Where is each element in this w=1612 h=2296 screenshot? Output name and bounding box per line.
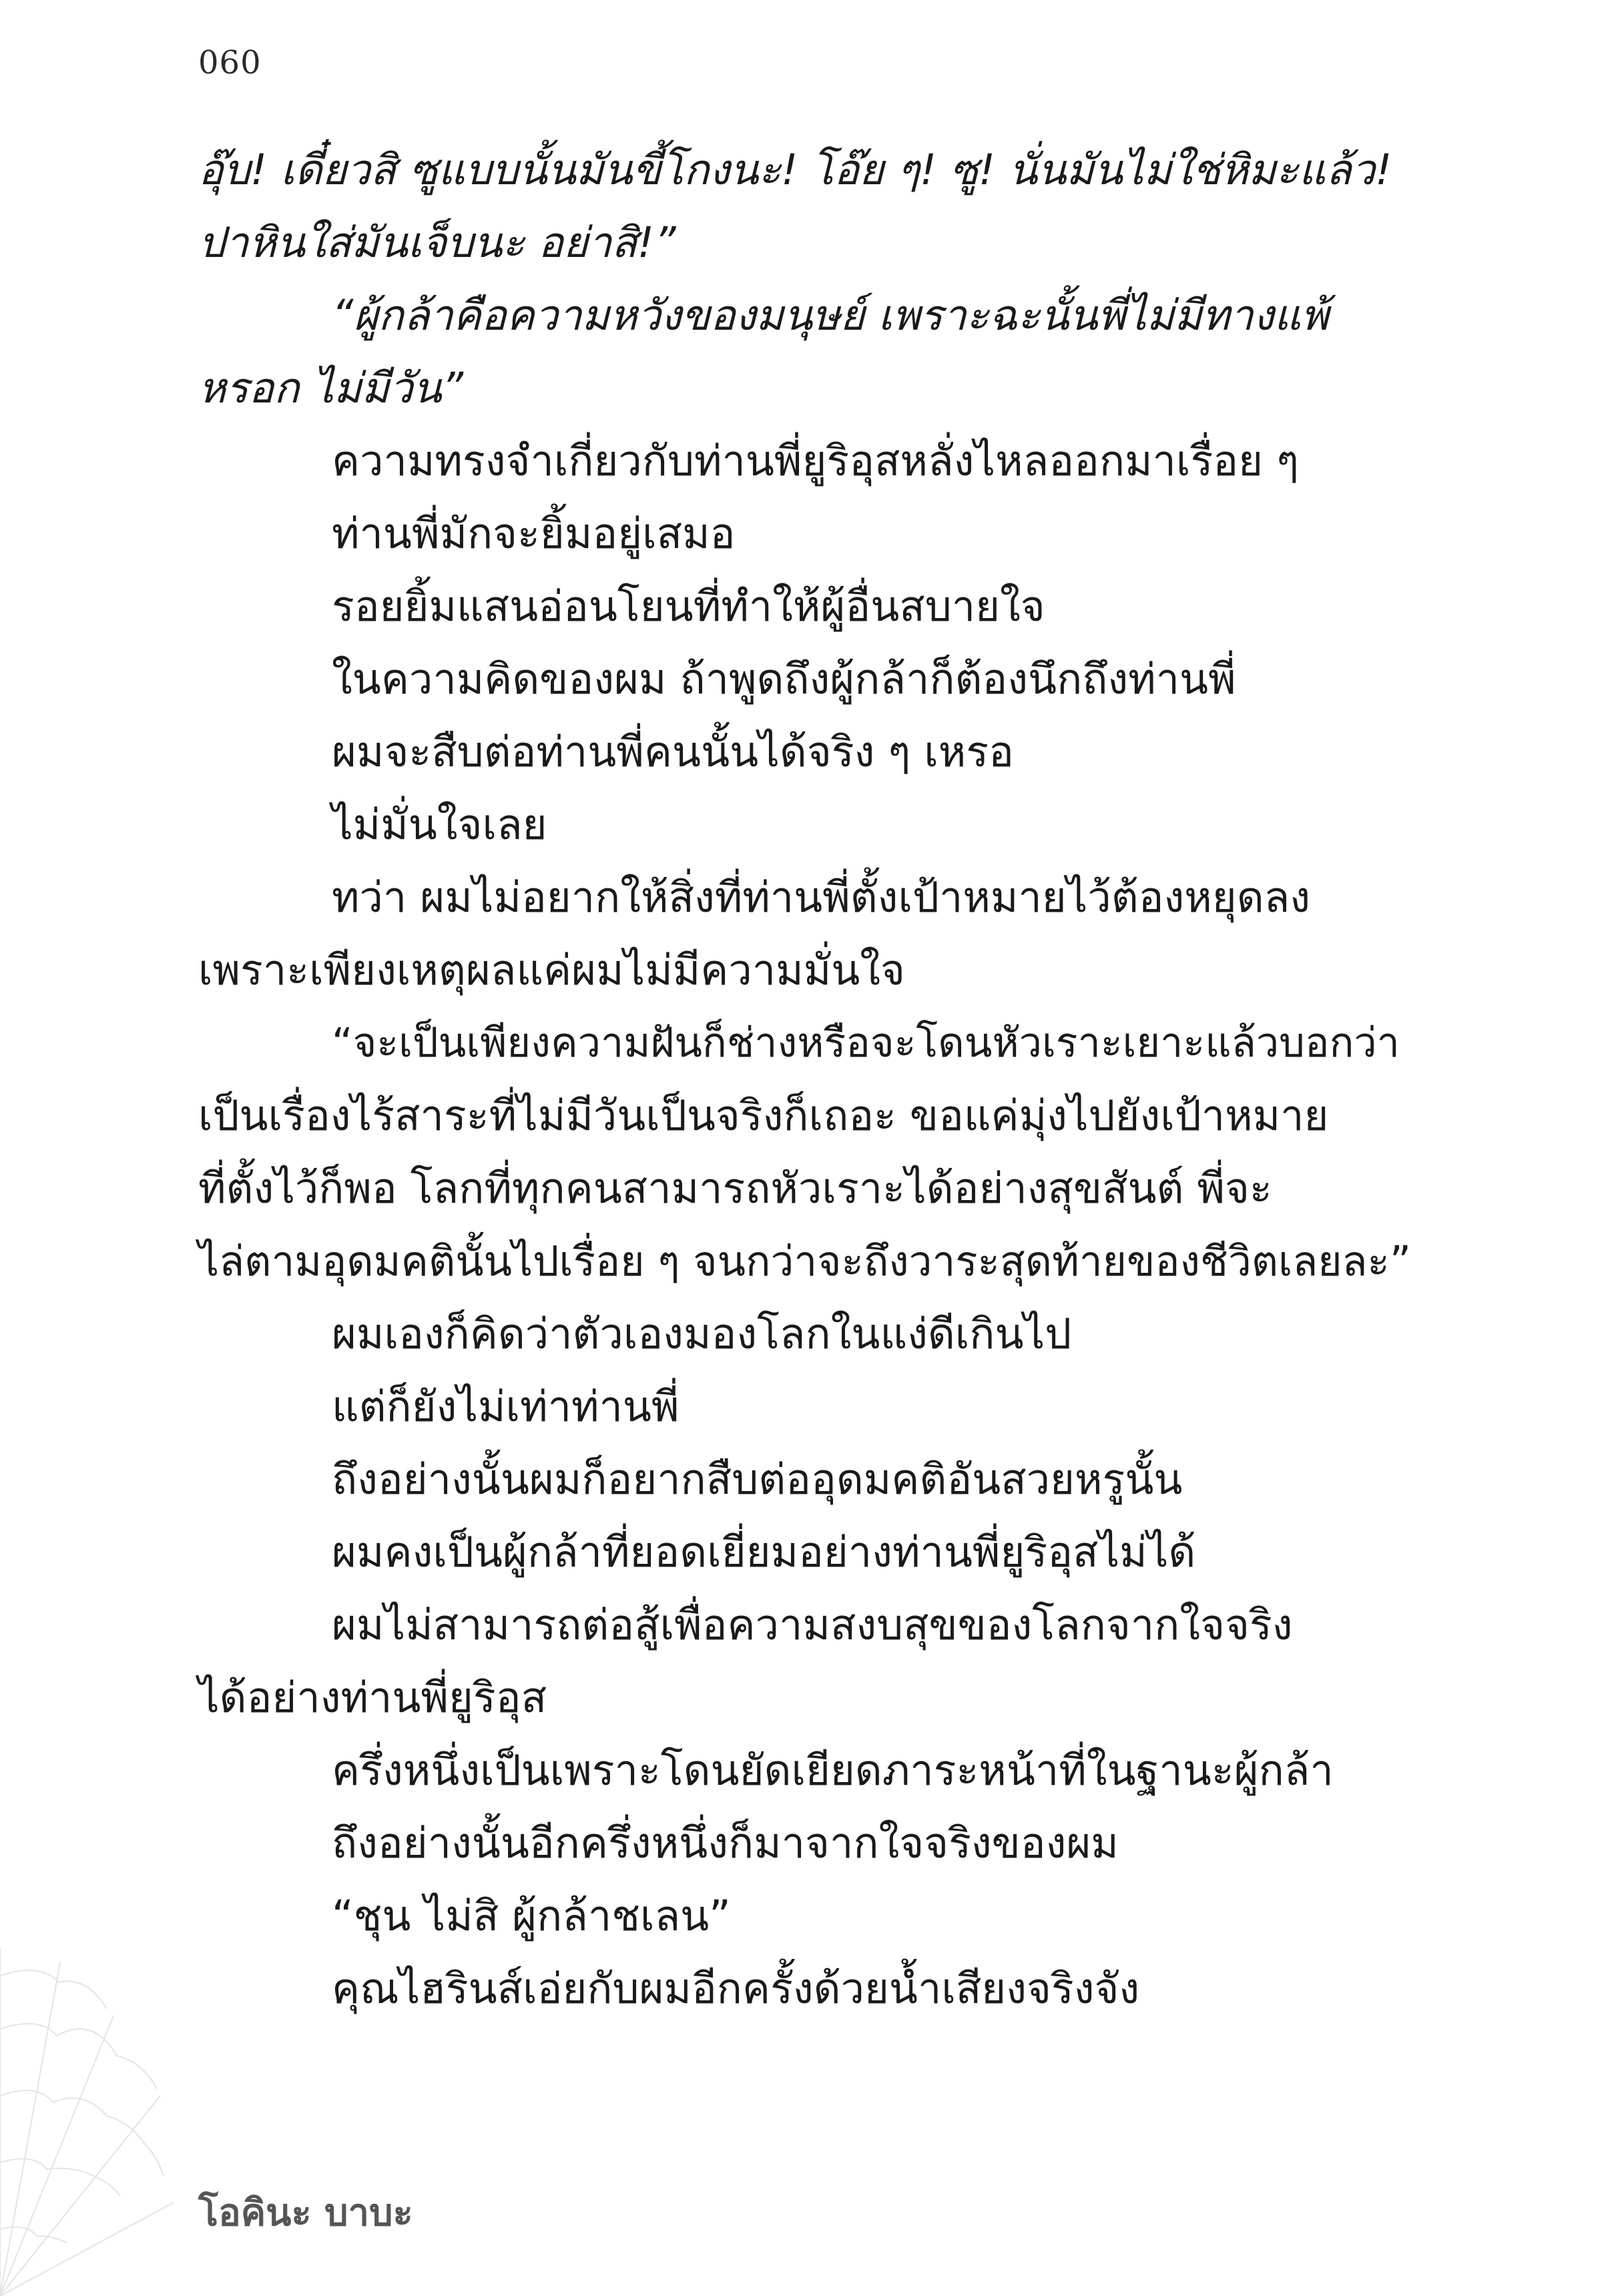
paragraph-line: ถึงอย่างนั้นอีกครึ่งหนึ่งก็มาจากใจจริงของผม: [332, 1819, 1119, 1868]
paragraph-line: รอยยิ้มแสนอ่อนโยนที่ทำให้ผู้อื่นสบายใจ: [332, 582, 1045, 631]
paragraph-line: เพราะเพียงเหตุผลแค่ผมไม่มีความมั่นใจ: [198, 946, 905, 994]
paragraph-line: “จะเป็นเพียงความฝันก็ช่างหรือจะโดนหัวเราะเยาะแล้วบอกว่า: [332, 1019, 1400, 1067]
paragraph-line: ผมเองก็คิดว่าตัวเองมองโลกในแง่ดีเกินไป: [332, 1310, 1072, 1358]
paragraph-line: ผมคงเป็นผู้กล้าที่ยอดเยี่ยมอย่างท่านพี่ยูริอุสไม่ได้: [332, 1528, 1196, 1576]
body-text: [198, 133, 1414, 2025]
paragraph-line: ที่ตั้งไว้ก็พอ โลกที่ทุกคนสามารถหัวเราะได้อย่างสุขสันต์ พี่จะ: [198, 1164, 1272, 1213]
paragraph-line: ปาหินใส่มันเจ็บนะ อย่าสิ!”: [198, 218, 676, 267]
paragraph-line: ทว่า ผมไม่อยากให้สิ่งที่ท่านพี่ตั้งเป้าหมายไว้ต้องหยุดลง: [332, 873, 1310, 922]
paragraph-line: เป็นเรื่องไร้สาระที่ไม่มีวันเป็นจริงก็เถอะ ขอแค่มุ่งไปยังเป้าหมาย: [198, 1091, 1329, 1140]
paragraph-line: ไม่มั่นใจเลย: [332, 800, 547, 849]
paragraph-line: หรอก ไม่มีวัน”: [198, 364, 464, 412]
paragraph-line: ผมไม่สามารถต่อสู้เพื่อความสงบสุขของโลกจากใจจริง: [332, 1601, 1293, 1649]
paragraph-line: “ผู้กล้าคือความหวังของมนุษย์ เพราะฉะนั้นพี่ไม่มีทางแพ้: [332, 291, 1329, 340]
paragraph-line: ผมจะสืบต่อท่านพี่คนนั้นได้จริง ๆ เหรอ: [332, 728, 1014, 776]
paragraph-line: “ชุน ไม่สิ ผู้กล้าชเลน”: [332, 1892, 731, 1940]
paragraph-line: ท่านพี่มักจะยิ้มอยู่เสมอ: [332, 509, 736, 558]
paragraph-line: ไล่ตามอุดมคตินั้นไปเรื่อย ๆ จนกว่าจะถึงวาระสุดท้ายของชีวิตเลยละ”: [198, 1237, 1411, 1285]
paragraph-line: ในความคิดของผม ถ้าพูดถึงผู้กล้าก็ต้องนึกถึงท่านพี่: [332, 655, 1236, 703]
paragraph-line: อุ๊บ! เดี๋ยวสิ ซูแบบนั้นมันขี้โกงนะ! โอ๊ย ๆ! ซู! นั่นมันไม่ใช่หิมะแล้ว!: [198, 146, 1392, 194]
footer-book-title: โอคินะ บาบะ: [198, 2191, 413, 2235]
paragraph-line: ความทรงจำเกี่ยวกับท่านพี่ยูริอุสหลั่งไหลออกมาเรื่อย ๆ: [332, 437, 1299, 485]
paragraph-line: คุณไฮรินส์เอ่ยกับผมอีกครั้งด้วยน้ำเสียงจริงจัง: [332, 1964, 1140, 2013]
paragraph-line: แต่ก็ยังไม่เท่าท่านพี่: [332, 1382, 680, 1431]
spider-web-decoration: [0, 1922, 174, 2296]
paragraph-line: ถึงอย่างนั้นผมก็อยากสืบต่ออุดมคติอันสวยหรูนั้น: [332, 1455, 1183, 1504]
page-number: 060: [198, 44, 262, 81]
paragraph-line: ครึ่งหนึ่งเป็นเพราะโดนยัดเยียดภาระหน้าที่ในฐานะผู้กล้า: [332, 1746, 1334, 1795]
paragraph-line: ได้อย่างท่านพี่ยูริอุส: [198, 1673, 547, 1722]
